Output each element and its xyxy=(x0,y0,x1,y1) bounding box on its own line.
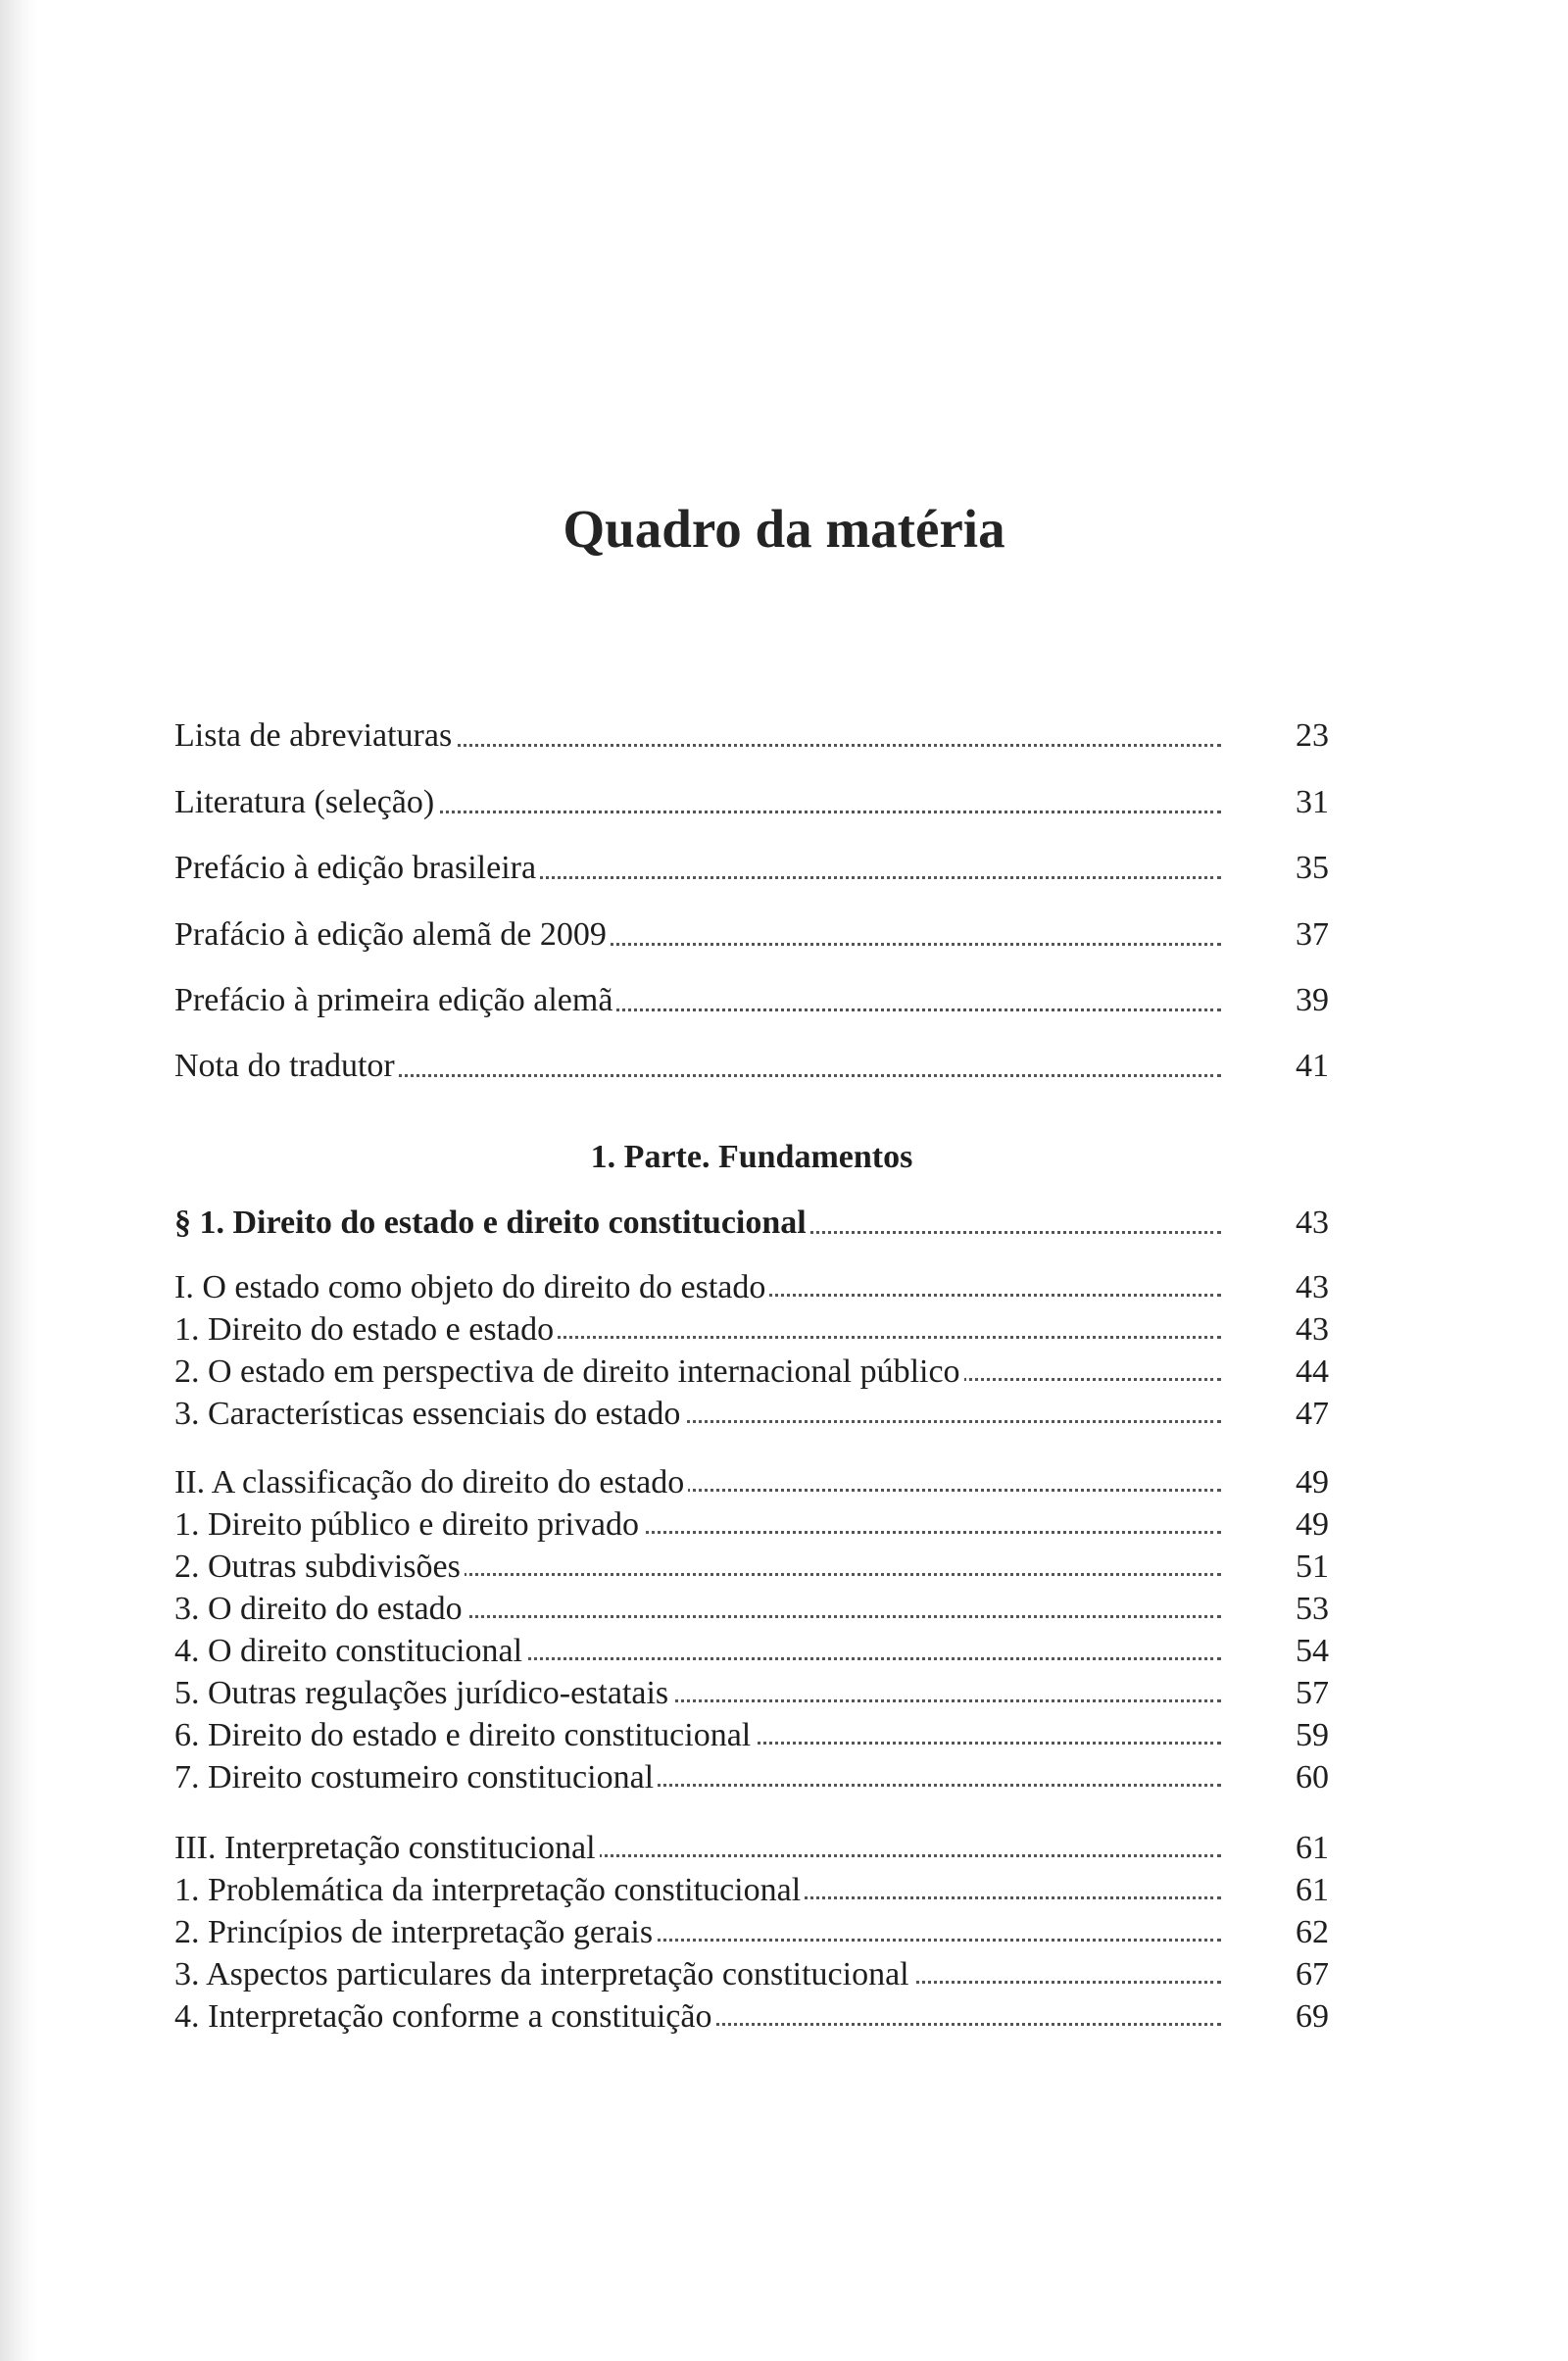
toc-entry-label: 2. Princípios de interpretação gerais xyxy=(174,1914,657,1950)
toc-entry-label: Prefácio à primeira edição alemã xyxy=(174,982,616,1018)
toc-entry-page: 49 xyxy=(1296,1506,1329,1543)
part-heading: 1. Parte. Fundamentos xyxy=(590,1139,913,1175)
toc-entry-group2-heading xyxy=(174,1462,1329,1503)
toc-entry-label: I. O estado como objeto do direito do estado xyxy=(174,1269,769,1305)
toc-entry-label: Literatura (seleção) xyxy=(174,784,438,820)
toc-entry-page: 69 xyxy=(1296,1998,1329,2035)
toc-entry-label: 3. Características essenciais do estado xyxy=(174,1396,684,1432)
toc-entry-page: 59 xyxy=(1296,1717,1329,1753)
toc-entry-page: 60 xyxy=(1296,1759,1329,1795)
toc-entry-page: 53 xyxy=(1296,1591,1329,1627)
toc-entry-label: 3. Aspectos particulares da interpretação constitucional xyxy=(174,1956,913,1992)
toc-entry-group3-heading xyxy=(174,1828,1329,1869)
toc-entry-page: 43 xyxy=(1296,1311,1329,1348)
toc-entry-page: 23 xyxy=(1296,717,1329,754)
toc-entry-page: 51 xyxy=(1296,1549,1329,1585)
toc-entry xyxy=(174,1352,1329,1393)
toc-entry-page: 37 xyxy=(1296,916,1329,953)
toc-entry xyxy=(174,1757,1329,1798)
toc-entry-label: 1. Problemática da interpretação constitucional xyxy=(174,1872,805,1908)
toc-entry-page: 49 xyxy=(1296,1464,1329,1500)
toc-entry-page: 67 xyxy=(1296,1956,1329,1992)
toc-entry-page: 61 xyxy=(1296,1830,1329,1866)
toc-entry xyxy=(174,1996,1329,2038)
toc-entry-label: II. A classificação do direito do estado xyxy=(174,1464,688,1500)
toc-entry-translator-note xyxy=(174,1044,1329,1089)
toc-section-1 xyxy=(174,1201,1329,1246)
toc-entry-label: Nota do tradutor xyxy=(174,1048,399,1084)
toc-entry-group1-heading xyxy=(174,1267,1329,1308)
toc-entry xyxy=(174,1631,1329,1672)
toc-entry-preface-german-2009 xyxy=(174,912,1329,958)
toc-entry-label: 4. Interpretação conforme a constituição xyxy=(174,1998,715,2035)
page-title: Quadro da matéria xyxy=(563,499,1005,559)
toc-entry-label: Prefácio à edição brasileira xyxy=(174,850,540,886)
toc-entry xyxy=(174,1870,1329,1911)
toc-entry-preface-brazilian xyxy=(174,846,1329,891)
toc-entry-label: 2. Outras subdivisões xyxy=(174,1549,465,1585)
toc-entry-page: 62 xyxy=(1296,1914,1329,1950)
toc-entry-page: 47 xyxy=(1296,1396,1329,1432)
toc-entry-label: 4. O direito constitucional xyxy=(174,1633,526,1669)
toc-entry-abbreviations xyxy=(174,713,1329,759)
toc-entry-page: 41 xyxy=(1296,1048,1329,1084)
toc-entry-label: 6. Direito do estado e direito constitucional xyxy=(174,1717,755,1753)
toc-entry-preface-first-german xyxy=(174,978,1329,1023)
toc-entry-label: 5. Outras regulações jurídico-estatais xyxy=(174,1675,672,1711)
toc-entry xyxy=(174,1504,1329,1546)
toc-entry-page: 54 xyxy=(1296,1633,1329,1669)
toc-entry-label: § 1. Direito do estado e direito constitucional xyxy=(174,1205,810,1241)
toc-entry-page: 44 xyxy=(1296,1353,1329,1390)
toc-entry-page: 39 xyxy=(1296,982,1329,1018)
toc-entry-page: 35 xyxy=(1296,850,1329,886)
toc-entry xyxy=(174,1912,1329,1953)
toc-entry-label: 2. O estado em perspectiva de direito internacional público xyxy=(174,1353,964,1390)
toc-entry-label: Lista de abreviaturas xyxy=(174,717,456,754)
toc-entry-label: 7. Direito costumeiro constitucional xyxy=(174,1759,658,1795)
toc-entry-page: 31 xyxy=(1296,784,1329,820)
toc-entry-label: 3. O direito do estado xyxy=(174,1591,466,1627)
toc-entry xyxy=(174,1309,1329,1351)
toc-entry-label: 1. Direito público e direito privado xyxy=(174,1506,643,1543)
toc-entry-page: 61 xyxy=(1296,1872,1329,1908)
toc-entry-literature xyxy=(174,780,1329,825)
toc-entry-label: 1. Direito do estado e estado xyxy=(174,1311,558,1348)
page-edge-shadow xyxy=(0,0,37,2361)
toc-entry-page: 43 xyxy=(1296,1269,1329,1305)
toc-entry-label: III. Interpretação constitucional xyxy=(174,1830,600,1866)
toc-entry xyxy=(174,1673,1329,1714)
toc-entry xyxy=(174,1547,1329,1588)
toc-entry-page: 43 xyxy=(1296,1205,1329,1241)
toc-entry-label: Prafácio à edição alemã de 2009 xyxy=(174,916,611,953)
toc-entry xyxy=(174,1589,1329,1630)
toc-entry-page: 57 xyxy=(1296,1675,1329,1711)
toc-entry xyxy=(174,1715,1329,1756)
toc-entry xyxy=(174,1394,1329,1435)
toc-entry xyxy=(174,1954,1329,1995)
